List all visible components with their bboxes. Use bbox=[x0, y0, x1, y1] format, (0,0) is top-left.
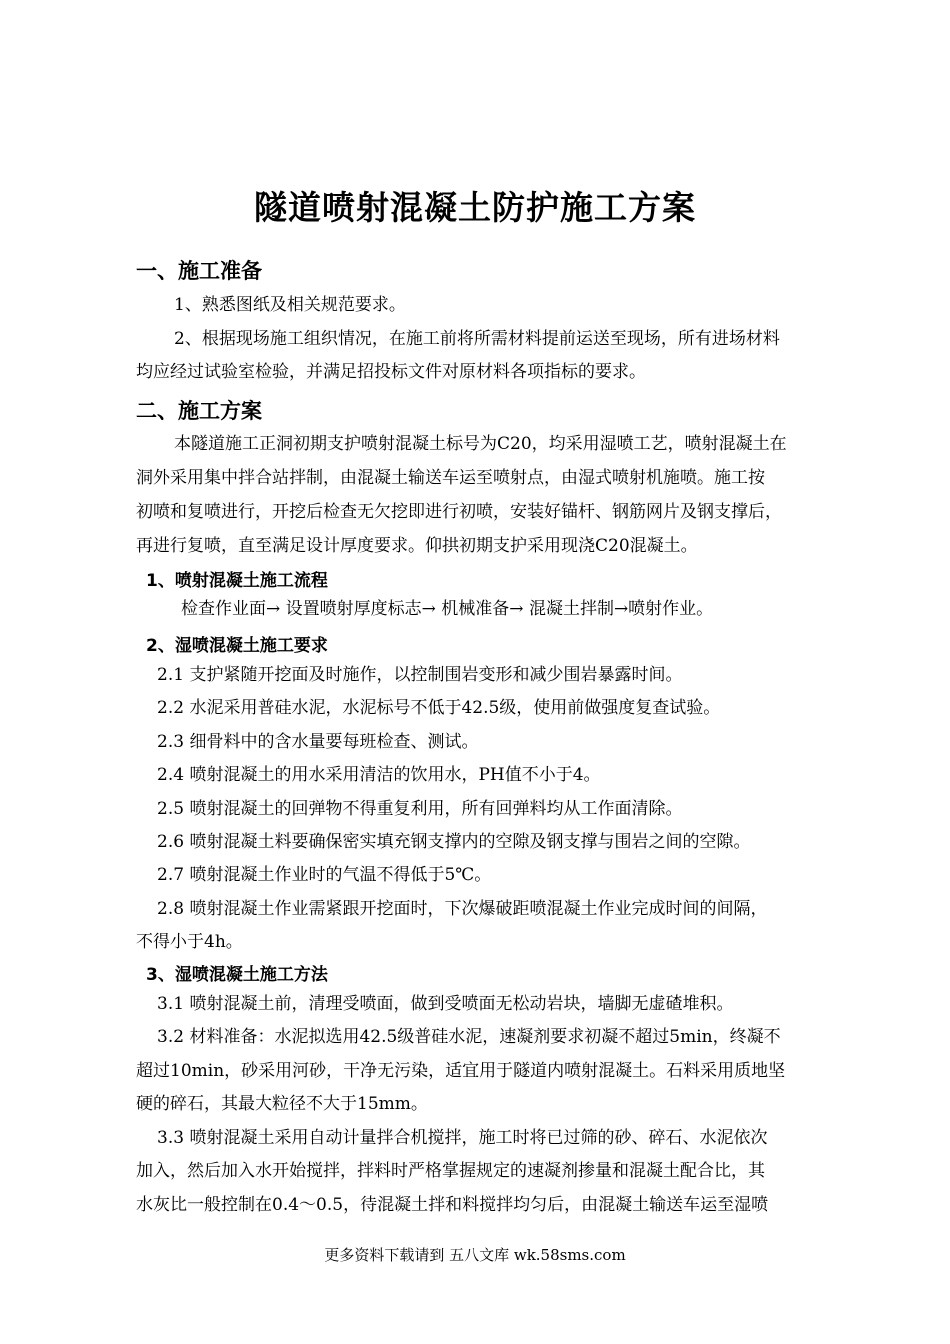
paragraph-line: 2.6 喷射混凝土料要确保密实填充钢支撑内的空隙及钢支撑与围岩之间的空隙。 bbox=[157, 832, 751, 852]
paragraph-line: 超过10min，砂采用河砂，干净无污染，适宜用于隧道内喷射混凝土。石料采用质地坚 bbox=[136, 1061, 786, 1081]
paragraph-line: 2.7 喷射混凝土作业时的气温不得低于5℃。 bbox=[157, 865, 492, 885]
paragraph-line: 2.3 细骨料中的含水量要每班检查、测试。 bbox=[157, 732, 479, 752]
paragraph-line: 2.4 喷射混凝土的用水采用清洁的饮用水，PH值不小于4。 bbox=[157, 765, 601, 785]
paragraph-line: 3.2 材料准备：水泥拟选用42.5级普硅水泥，速凝剂要求初凝不超过5min，终凝不 bbox=[157, 1027, 781, 1047]
page-footer: 更多资料下载请到 五八文库 wk.58sms.com bbox=[324, 1246, 626, 1264]
paragraph-line: 2.2 水泥采用普硅水泥，水泥标号不低于42.5级，使用前做强度复查试验。 bbox=[157, 698, 721, 718]
paragraph-line: 2.8 喷射混凝土作业需紧跟开挖面时，下次爆破距喷混凝土作业完成时间的间隔， bbox=[157, 899, 768, 919]
section-heading-prep: 一、施工准备 bbox=[136, 259, 262, 283]
paragraph-line: 3.1 喷射混凝土前，清理受喷面，做到受喷面无松动岩块，墙脚无虚碴堆积。 bbox=[157, 994, 734, 1014]
document-title: 隧道喷射混凝土防护施工方案 bbox=[254, 188, 696, 227]
subsection-heading-flow: 1、喷射混凝土施工流程 bbox=[146, 571, 328, 591]
paragraph-line: 检查作业面→ 设置喷射厚度标志→ 机械准备→ 混凝土拌制→喷射作业。 bbox=[181, 599, 714, 619]
subsection-heading-requirements: 2、湿喷混凝土施工要求 bbox=[146, 636, 328, 656]
paragraph-line: 均应经过试验室检验，并满足招投标文件对原材料各项指标的要求。 bbox=[136, 362, 646, 382]
paragraph-line: 硬的碎石，其最大粒径不大于15mm。 bbox=[136, 1094, 428, 1114]
paragraph-line: 再进行复喷，直至满足设计厚度要求。仰拱初期支护采用现浇C20混凝土。 bbox=[136, 536, 698, 556]
paragraph-line: 本隧道施工正洞初期支护喷射混凝土标号为C20，均采用湿喷工艺，喷射混凝土在 bbox=[174, 434, 787, 454]
paragraph-line: 2、根据现场施工组织情况，在施工前将所需材料提前运送至现场，所有进场材料 bbox=[174, 329, 780, 349]
paragraph-line: 加入，然后加入水开始搅拌，拌料时严格掌握规定的速凝剂掺量和混凝土配合比，其 bbox=[136, 1161, 765, 1181]
paragraph-line: 水灰比一般控制在0.4～0.5，待混凝土拌和料搅拌均匀后，由混凝土输送车运至湿喷 bbox=[136, 1195, 769, 1215]
paragraph-line: 初喷和复喷进行，开挖后检查无欠挖即进行初喷，安装好锚杆、钢筋网片及钢支撑后， bbox=[136, 502, 782, 522]
paragraph-line: 2.1 支护紧随开挖面及时施作，以控制围岩变形和减少围岩暴露时间。 bbox=[157, 665, 683, 685]
paragraph-line: 2.5 喷射混凝土的回弹物不得重复利用，所有回弹料均从工作面清除。 bbox=[157, 799, 683, 819]
section-heading-plan: 二、施工方案 bbox=[136, 399, 262, 423]
subsection-heading-method: 3、湿喷混凝土施工方法 bbox=[146, 965, 328, 985]
paragraph-line: 洞外采用集中拌合站拌制，由混凝土输送车运至喷射点，由湿式喷射机施喷。施工按 bbox=[136, 468, 765, 488]
paragraph-line: 3.3 喷射混凝土采用自动计量拌合机搅拌，施工时将已过筛的砂、碎石、水泥依次 bbox=[157, 1128, 768, 1148]
paragraph-line: 不得小于4h。 bbox=[136, 932, 243, 952]
paragraph-line: 1、熟悉图纸及相关规范要求。 bbox=[174, 295, 406, 315]
